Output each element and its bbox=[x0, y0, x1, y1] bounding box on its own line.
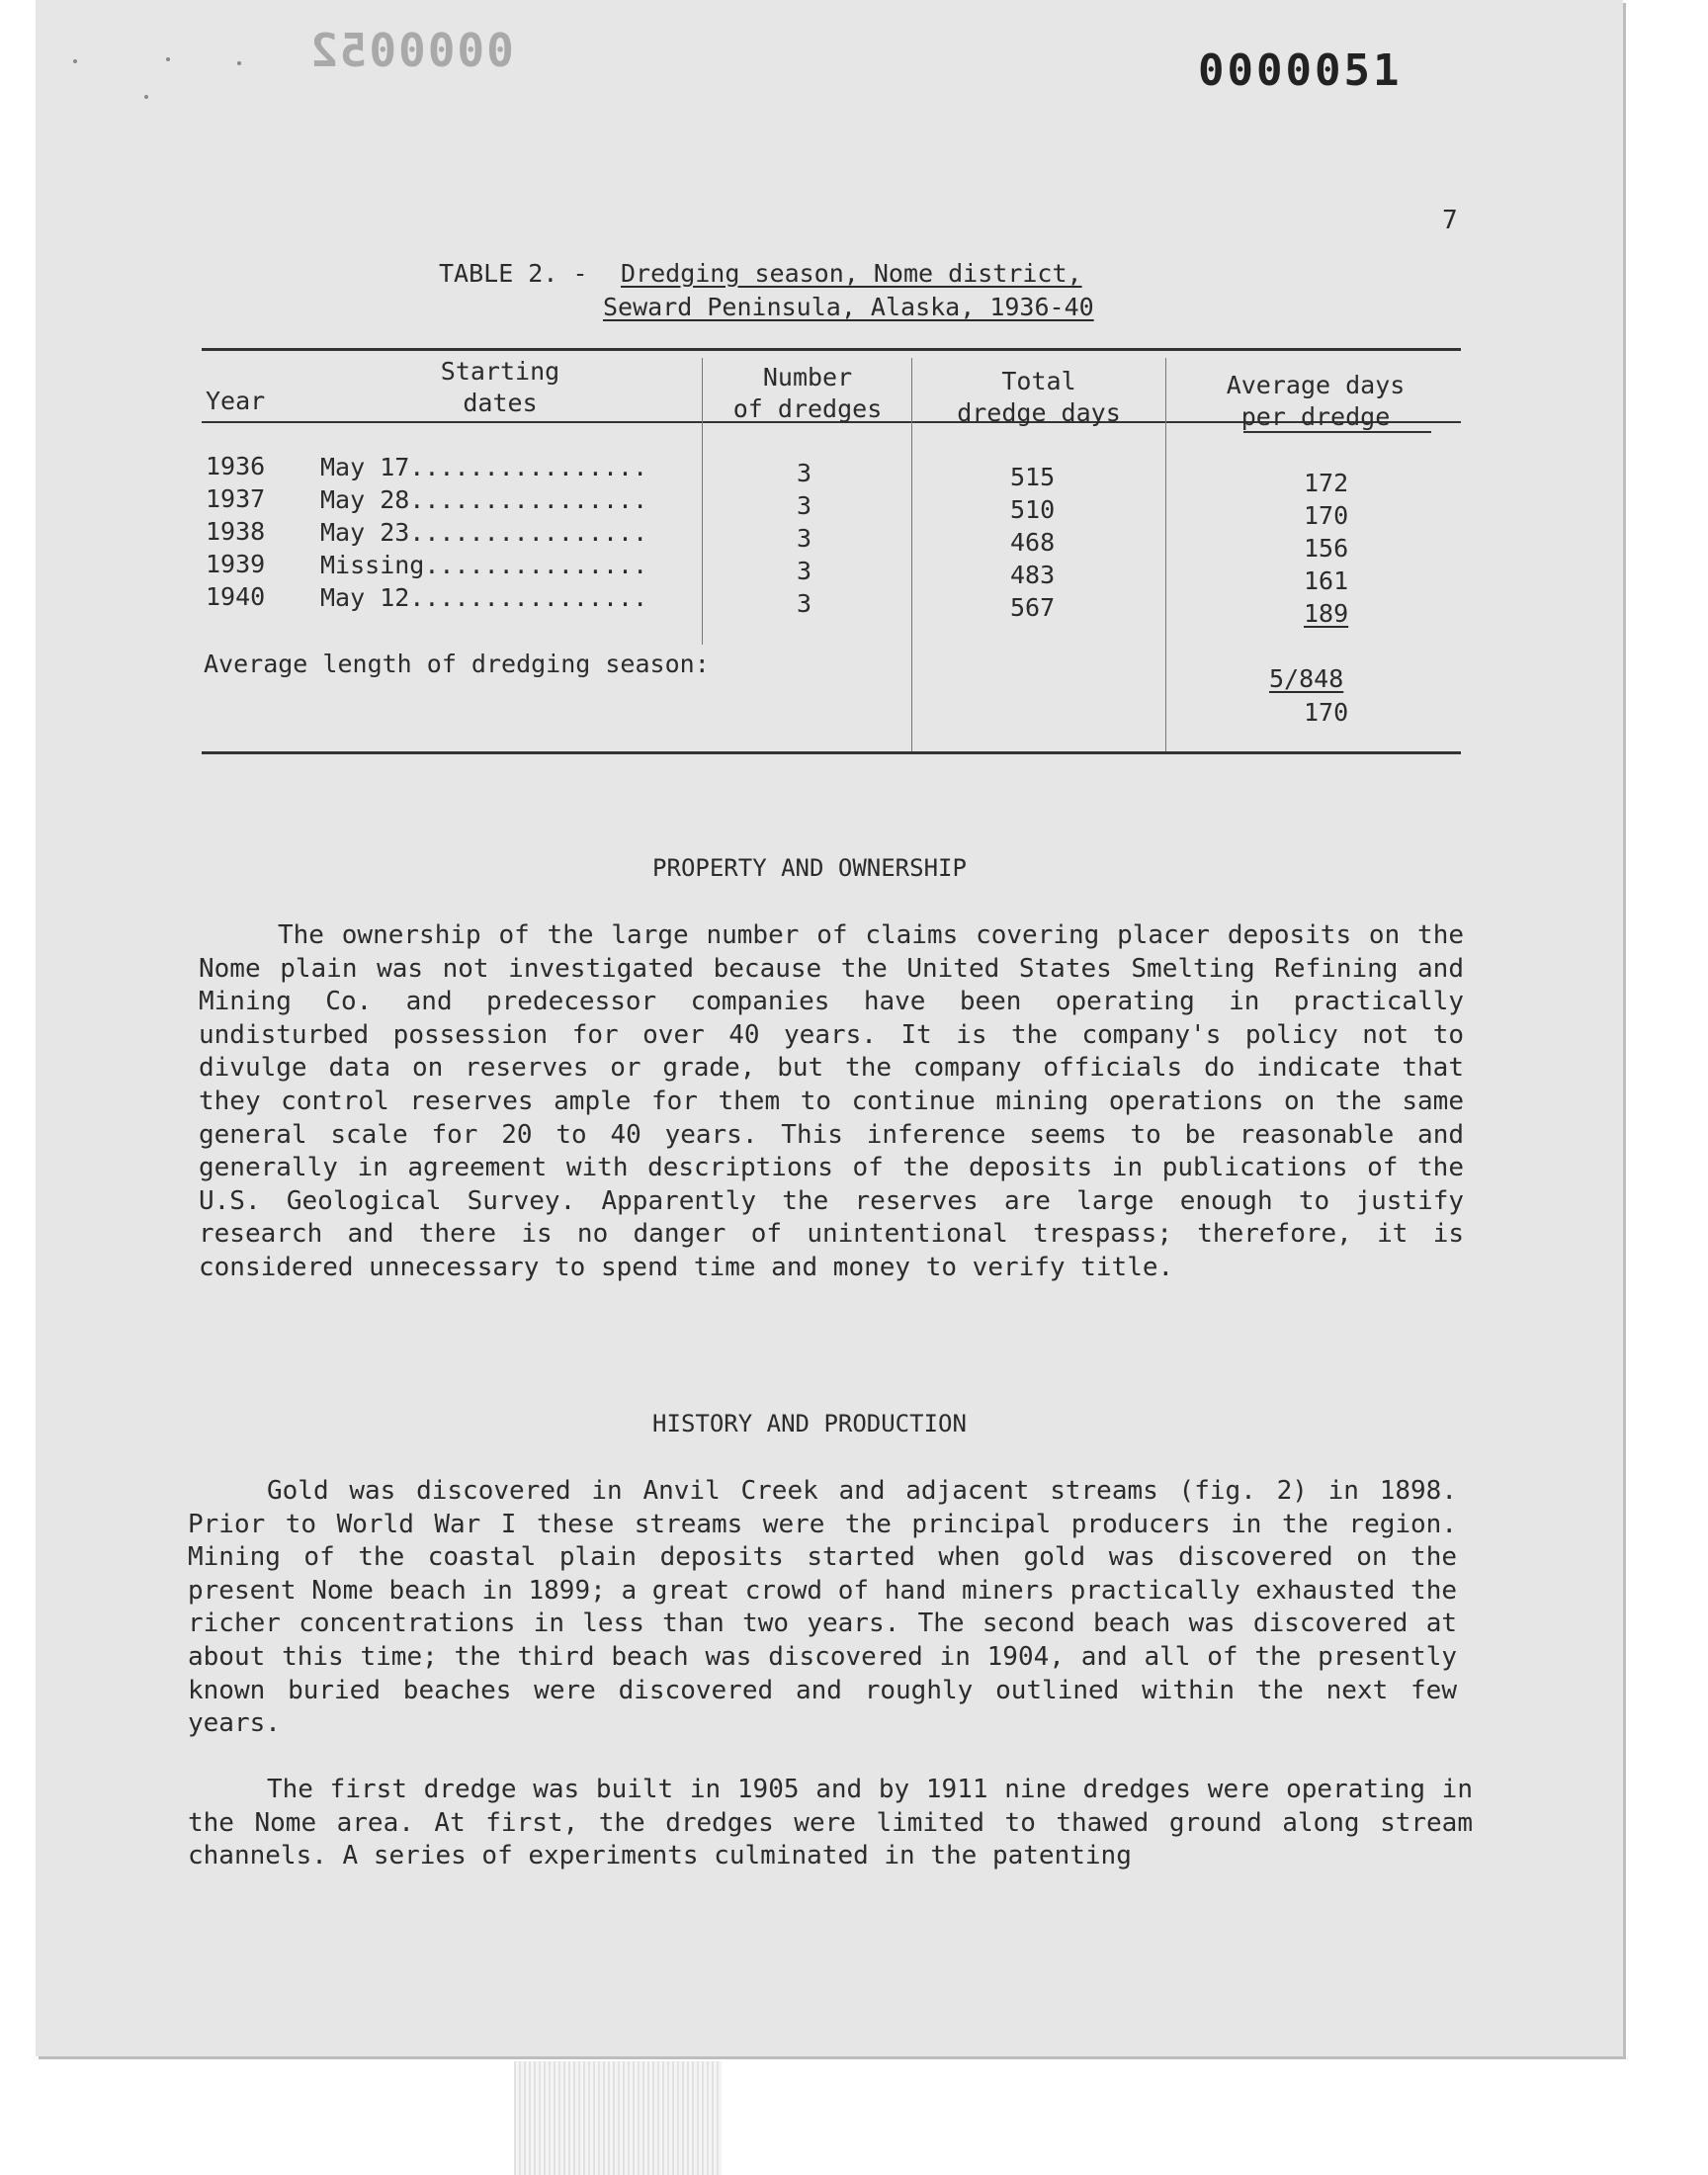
row-1938-start: May 23................ bbox=[320, 518, 648, 547]
header-total: Total bbox=[1001, 367, 1076, 395]
history-paragraph-2 bbox=[188, 1774, 1473, 1873]
history-paragraph-1 bbox=[188, 1475, 1457, 1741]
property-paragraph-text: The ownership of the large number of claims covering placer deposits on the Nome plain was not investigated because the United States Smelting Refining and Mining Co. and predecessor companies have been operating in practically undisturbed possession for over 40 years. It is the company's policy not to divulge data on reserves or grade, but the company officials do indicate that they control reserves ample for them to continue mining operations on the same general scale for 20 to 40 years. This inference seems to be reasonable and generally in agreement with descriptions of the deposits in publications of the U.S. Geological Survey. Apparently the reserves are large enough to justify research and there is no danger of unintentional trespass; therefore, it is considered unnecessary to spend time and money to verify title. bbox=[199, 920, 1464, 1282]
header-dredge-days: dredge days bbox=[957, 398, 1121, 427]
row-1938-dredges: 3 bbox=[797, 524, 812, 553]
row-1939-dredges: 3 bbox=[797, 557, 812, 585]
mirrored-stamp-number: 0000052 bbox=[308, 24, 514, 77]
row-1936-start: May 17................ bbox=[320, 453, 648, 481]
row-1937-avg: 170 bbox=[1304, 501, 1349, 530]
column-divider bbox=[702, 358, 703, 645]
page-number: 7 bbox=[1442, 206, 1458, 235]
row-1939-total: 483 bbox=[1010, 561, 1056, 589]
row-1936-total: 515 bbox=[1010, 463, 1056, 491]
row-1938-total: 468 bbox=[1010, 528, 1056, 557]
header-starting: Starting bbox=[440, 357, 560, 386]
table-bottom-rule bbox=[202, 751, 1461, 754]
row-1940-total: 567 bbox=[1010, 593, 1056, 622]
column-divider bbox=[1165, 358, 1166, 751]
table-title-line1: Dredging season, Nome district, bbox=[621, 259, 1082, 288]
section-heading-property: PROPERTY AND OWNERSHIP bbox=[652, 854, 967, 882]
row-1936-year: 1936 bbox=[206, 452, 266, 480]
property-paragraph bbox=[199, 919, 1464, 1285]
summary-value: 170 bbox=[1304, 698, 1349, 727]
history-paragraph-2-text: The first dredge was built in 1905 and by 1911 nine dredges were operating in the Nome area. At first, the dredges were limited to thawed ground along stream channels. A series of experiments culminated in the patenting bbox=[188, 1775, 1473, 1871]
row-1936-dredges: 3 bbox=[797, 459, 812, 487]
speck bbox=[166, 57, 170, 61]
speck bbox=[73, 59, 77, 63]
header-of-dredges: of dredges bbox=[732, 394, 883, 423]
row-1939-start: Missing............... bbox=[320, 551, 648, 579]
row-1940-avg: 189 bbox=[1304, 599, 1349, 628]
row-1940-start: May 12................ bbox=[320, 583, 648, 612]
table-label: TABLE 2. - bbox=[439, 259, 588, 288]
header-dates: dates bbox=[463, 389, 538, 417]
summary-label: Average length of dredging season: bbox=[204, 650, 710, 678]
row-1938-year: 1938 bbox=[206, 517, 266, 546]
summary-fraction: 5/848 bbox=[1269, 664, 1344, 693]
header-year: Year bbox=[206, 387, 266, 415]
header-average-days: Average days bbox=[1226, 371, 1406, 399]
row-1937-start: May 28................ bbox=[320, 485, 648, 514]
table-top-rule bbox=[202, 348, 1461, 351]
history-paragraph-1-text: Gold was discovered in Anvil Creek and adjacent streams (fig. 2) in 1898. Prior to World War I these streams were the principal producers in the region. Mining of the coastal plain deposits started when gold was discovered on the present Nome beach in 1899; a great crowd of hand miners practically exhausted the richer concentrations in less than two years. The second beach was discovered at about this time; the third beach was discovered in 1904, and all of the presently known buried beaches were discovered and roughly outlined within the next few years. bbox=[188, 1476, 1457, 1739]
row-1938-avg: 156 bbox=[1304, 534, 1349, 563]
speck bbox=[237, 61, 241, 65]
scan-edge-strip bbox=[514, 2061, 722, 2175]
row-1937-dredges: 3 bbox=[797, 491, 812, 520]
row-1940-year: 1940 bbox=[206, 582, 266, 611]
page-id-stamp: 0000051 bbox=[1198, 45, 1403, 96]
column-divider bbox=[911, 358, 912, 751]
row-1937-total: 510 bbox=[1010, 495, 1056, 524]
header-number: Number bbox=[762, 363, 853, 392]
row-1940-dredges: 3 bbox=[797, 589, 812, 618]
row-1936-avg: 172 bbox=[1304, 469, 1349, 497]
speck bbox=[144, 95, 148, 99]
section-heading-history: HISTORY AND PRODUCTION bbox=[652, 1410, 967, 1437]
document-page bbox=[36, 0, 1623, 2056]
row-1939-avg: 161 bbox=[1304, 566, 1349, 595]
row-1937-year: 1937 bbox=[206, 484, 266, 513]
table-title-line2: Seward Peninsula, Alaska, 1936-40 bbox=[603, 293, 1094, 321]
header-underline bbox=[1243, 431, 1431, 433]
header-per-dredge: per dredge bbox=[1240, 402, 1391, 431]
row-1939-year: 1939 bbox=[206, 550, 266, 578]
